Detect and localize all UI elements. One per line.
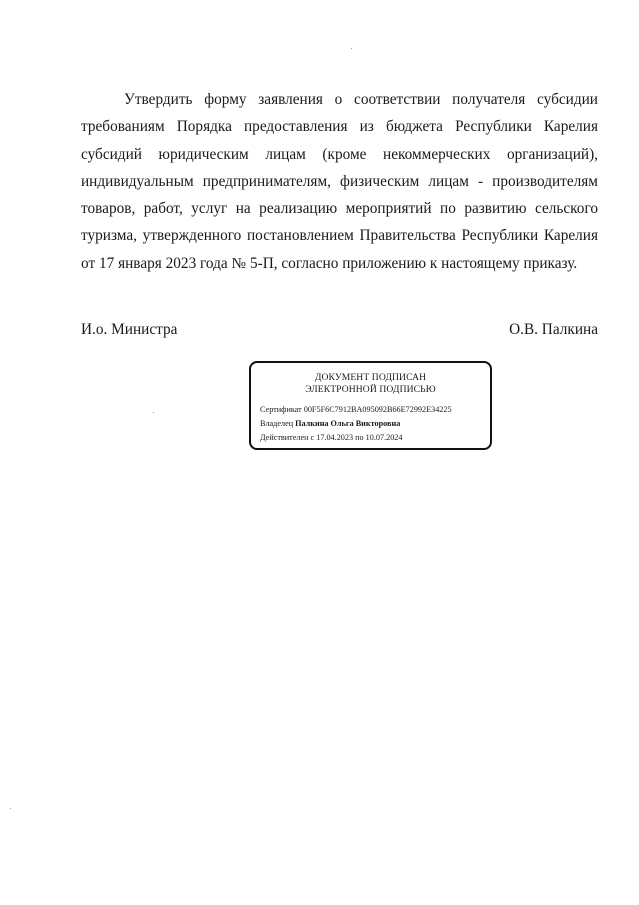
order-paragraph: [81, 86, 598, 277]
paragraph-line: товаров, работ, услуг на реализацию мероприятий по развитию сельского: [81, 200, 598, 218]
valid-label: Действителен: [260, 433, 309, 442]
valid-from-date: 17.04.2023: [316, 433, 354, 442]
owner-label: Владелец: [260, 419, 294, 428]
valid-to-date: 10.07.2024: [365, 433, 403, 442]
paragraph-line: от 17 января 2023 года № 5-П, согласно приложению к настоящему приказу.: [81, 254, 578, 272]
stamp-validity-row: [260, 433, 402, 443]
paragraph-line: Утвердить форму заявления о соответствии получателя субсидии: [124, 91, 598, 108]
signatory-position: И.о. Министра: [81, 321, 178, 338]
scan-speck: [153, 412, 154, 413]
scan-speck: [10, 808, 11, 809]
stamp-title-line2: ЭЛЕКТРОННОЙ ПОДПИСЬЮ: [305, 384, 436, 395]
scan-speck: [351, 48, 352, 49]
stamp-certificate-row: [260, 405, 452, 415]
owner-value: Палкина Ольга Викторовна: [295, 419, 401, 428]
paragraph-line: туризма, утвержденного постановлением Правительства Республики Карелия: [81, 227, 598, 245]
stamp-title-line1: ДОКУМЕНТ ПОДПИСАН: [314, 372, 427, 383]
e-signature-stamp: [249, 361, 492, 450]
certificate-value: 00F5F6C7912BA095092B66E72992E34225: [303, 405, 452, 414]
stamp-owner-row: [260, 419, 400, 429]
signatory-name: О.В. Палкина: [509, 321, 598, 338]
paragraph-line: индивидуальным предпринимателям, физическим лицам - производителям: [81, 172, 598, 190]
valid-from-label: с: [310, 433, 315, 442]
valid-to-label: по: [355, 433, 364, 442]
certificate-label: Сертификат: [260, 405, 302, 414]
paragraph-line: субсидий юридическим лицам (кроме некоммерческих организаций),: [81, 145, 598, 163]
paragraph-line: требованиям Порядка предоставления из бюджета Республики Карелия: [81, 118, 598, 136]
